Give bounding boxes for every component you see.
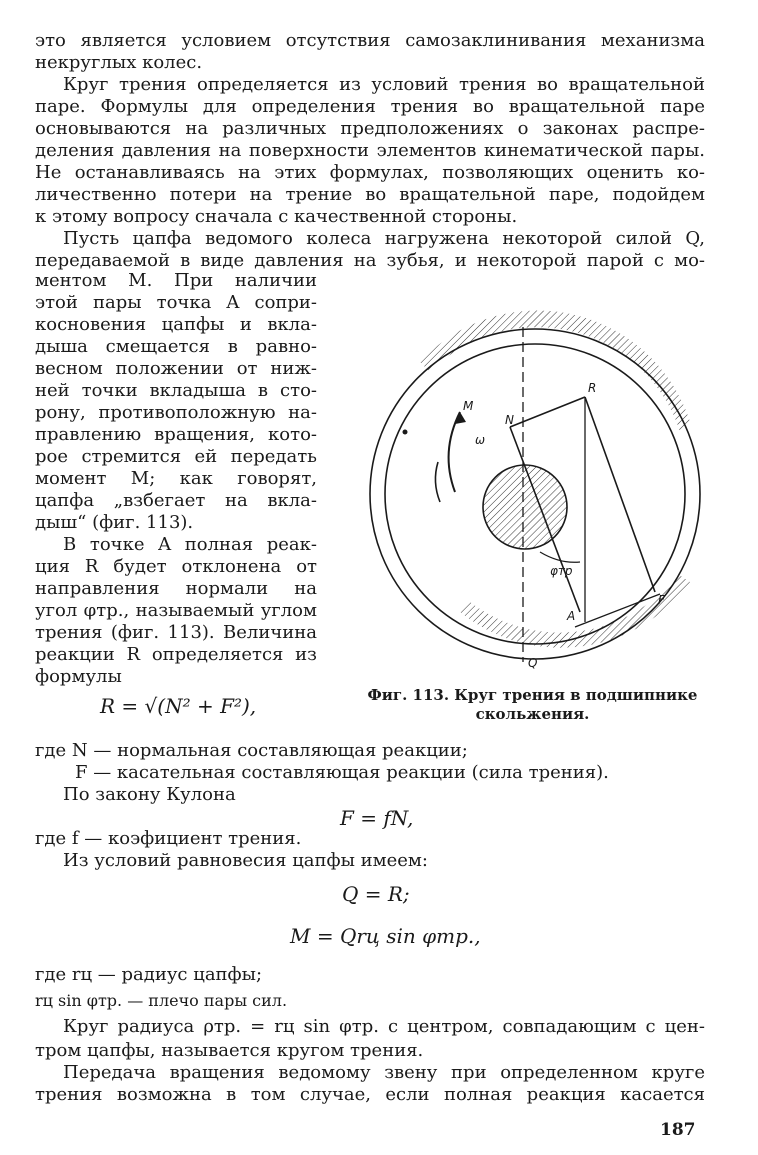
text-line: деления давления на поверхности элементов кинематической пары. bbox=[35, 140, 705, 161]
text-line: некруглых колес. bbox=[35, 52, 203, 73]
text-line: момент M; как говорят, bbox=[35, 468, 317, 489]
text-line: дыш“ (фиг. 113). bbox=[35, 512, 194, 533]
text-line: В точке A полная реак- bbox=[63, 534, 317, 555]
text-line: трения (фиг. 113). Величина bbox=[35, 622, 317, 643]
equation-m: M = Qrц sin φтр., bbox=[290, 924, 481, 948]
text-line: где N — нормальная составляющая реакции; bbox=[35, 740, 468, 761]
text-line: F — касательная составляющая реакции (сила трения). bbox=[75, 762, 609, 783]
label-omega: ω bbox=[475, 433, 486, 447]
text-line: Не останавливаясь на этих формулах, позволяющих оценить ко- bbox=[35, 162, 705, 183]
text-line: рое стремится ей передать bbox=[35, 446, 317, 467]
text-line: паре. Формулы для определения трения во вращательной паре bbox=[35, 96, 705, 117]
text-line: косновения цапфы и вкла- bbox=[35, 314, 317, 335]
text-line: направления нормали на bbox=[35, 578, 317, 599]
text-line: личественно потери на трение во вращательной паре, подойдем bbox=[35, 184, 705, 205]
text-line: ней точки вкладыша в сто- bbox=[35, 380, 317, 401]
text-line: рону, противоположную на- bbox=[35, 402, 317, 423]
text-line: где rц — радиус цапфы; bbox=[35, 964, 263, 985]
label-m: M bbox=[463, 399, 474, 413]
text-line: формулы bbox=[35, 666, 122, 687]
label-phi: φтр bbox=[550, 564, 573, 578]
text-line: правлению вращения, кото- bbox=[35, 424, 317, 445]
force-f-line bbox=[585, 397, 655, 592]
text-line: Из условий равновесия цапфы имеем: bbox=[63, 850, 429, 871]
equation-f: F = fN, bbox=[340, 806, 414, 830]
text-line: это является условием отсутствия самозаклинивания механизма bbox=[35, 30, 705, 51]
text-line: к этому вопросу сначала с качественной стороны. bbox=[35, 206, 518, 227]
text-line: передаваемой в виде давления на зубья, и некоторой парой с мо- bbox=[35, 250, 705, 271]
text-line: Пусть цапфа ведомого колеса нагружена некоторой силой Q, bbox=[63, 228, 705, 249]
force-r-line bbox=[510, 397, 585, 427]
caption-line: скольжения. bbox=[475, 705, 590, 723]
text-line: цапфа „взбегает на вкла- bbox=[35, 490, 317, 511]
equation-r: R = √(N² + F²), bbox=[100, 694, 257, 718]
text-line: ментом M. При наличии bbox=[35, 270, 317, 291]
dot-marker bbox=[403, 430, 408, 435]
text-line: где f — коэфициент трения. bbox=[35, 828, 302, 849]
text-line: основываются на различных предположениях о законах распре- bbox=[35, 118, 705, 139]
figure-113 bbox=[360, 282, 705, 682]
text-line: По закону Кулона bbox=[63, 784, 236, 805]
text-line: ция R будет отклонена от bbox=[35, 556, 317, 577]
figure-caption bbox=[360, 686, 705, 724]
text-line: тром цапфы, называется кругом трения. bbox=[35, 1040, 424, 1061]
text-line: трения возможна в том случае, если полная реакция касается bbox=[35, 1084, 705, 1105]
text-line: реакции R определяется из bbox=[35, 644, 317, 665]
label-n: N bbox=[505, 413, 514, 427]
page-number: 187 bbox=[660, 1120, 696, 1140]
label-r: R bbox=[588, 381, 597, 395]
label-q: Q bbox=[528, 656, 538, 670]
text-line: Круг трения определяется из условий трения во вращательной bbox=[63, 74, 705, 95]
rotation-arrow-small bbox=[435, 462, 440, 502]
text-line: этой пары точка A сопри- bbox=[35, 292, 317, 313]
label-a: A bbox=[567, 609, 576, 623]
text-line: rц sin φтр. — плечо пары сил. bbox=[35, 991, 288, 1010]
text-line: Передача вращения ведомому звену при определенном круге bbox=[63, 1062, 705, 1083]
text-line: Круг радиуса ρтр. = rц sin φтр. с центром, совпадающим с цен- bbox=[63, 1016, 705, 1037]
journal-circle bbox=[483, 465, 567, 549]
text-line: угол φтр., называемый углом bbox=[35, 600, 317, 621]
rotation-arrow bbox=[449, 412, 460, 492]
text-line: дыша смещается в равно- bbox=[35, 336, 317, 357]
equation-q: Q = R; bbox=[342, 882, 410, 906]
caption-line: Фиг. 113. Круг трения в подшипнике bbox=[367, 686, 698, 704]
text-line: весном положении от ниж- bbox=[35, 358, 317, 379]
label-f: F bbox=[658, 593, 665, 607]
